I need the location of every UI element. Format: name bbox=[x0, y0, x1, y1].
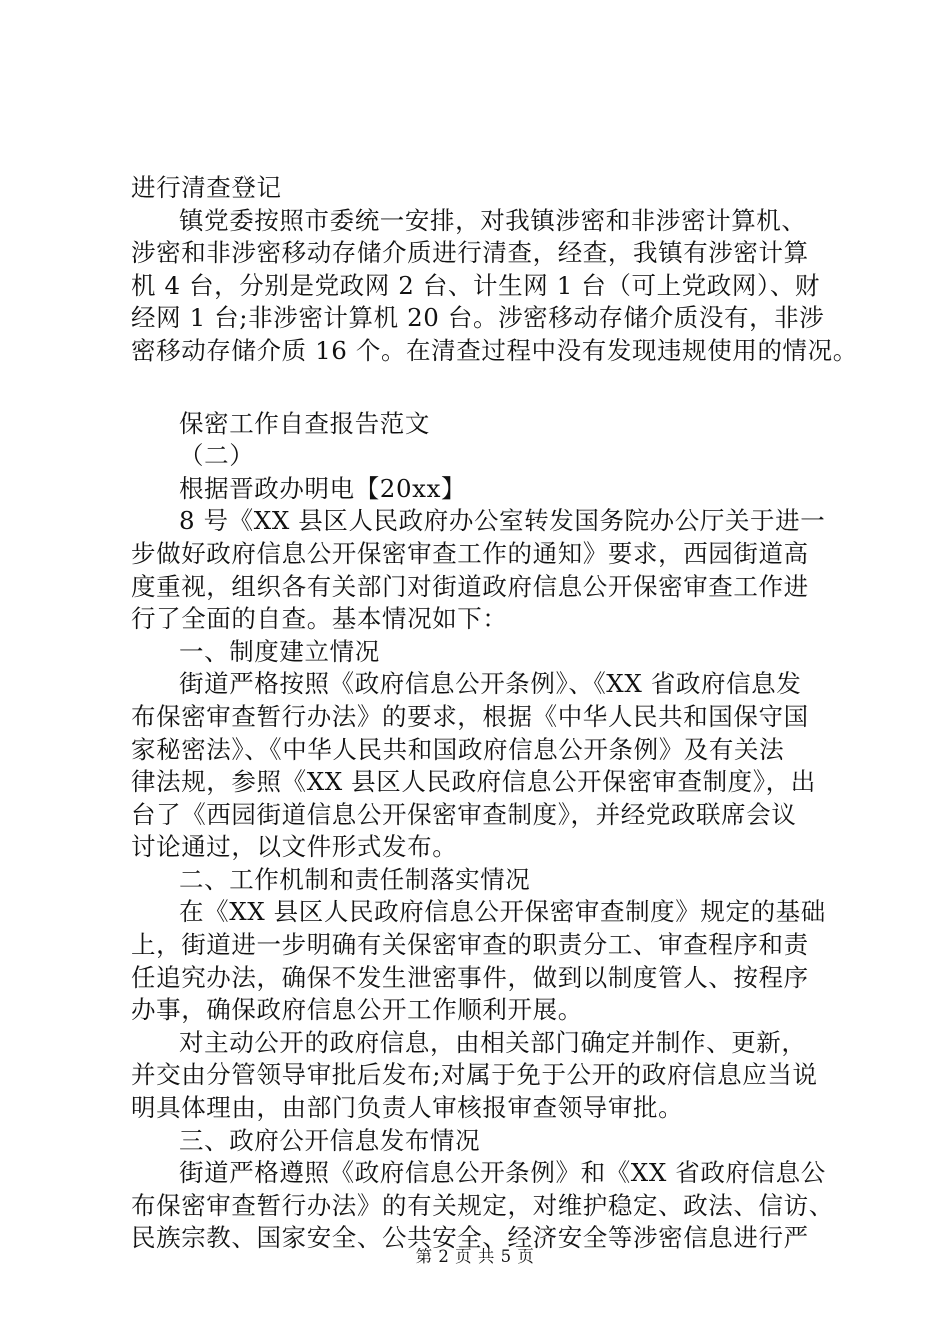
text-line: 镇党委按照市委统一安排，对我镇涉密和非涉密计算机、 bbox=[179, 205, 807, 235]
text-line: 二、工作机制和责任制落实情况 bbox=[179, 864, 531, 894]
text-line: 家秘密法》、《中华人民共和国政府信息公开条例》及有关法 bbox=[131, 734, 785, 764]
text-line: 街道严格遵照《政府信息公开条例》和《XX 省政府信息公 bbox=[179, 1158, 826, 1188]
text-line: 对主动公开的政府信息，由相关部门确定并制作、更新， bbox=[179, 1027, 807, 1057]
text-line: 讨论通过，以文件形式发布。 bbox=[131, 832, 458, 862]
text-line: 办事，确保政府信息公开工作顺利开展。 bbox=[131, 995, 583, 1025]
text-line: 经网 1 台;非涉密计算机 20 台。涉密移动存储介质没有，非涉 bbox=[131, 303, 825, 333]
text-line: 街道严格按照《政府信息公开条例》、《XX 省政府信息发 bbox=[179, 669, 802, 699]
text-line: 民族宗教、国家安全、公共安全、经济安全等涉密信息进行严 bbox=[131, 1223, 809, 1253]
page-number-footer: 第 2 页 共 5 页 bbox=[415, 1247, 535, 1266]
text-line: 布保密审查暂行办法》的要求，根据《中华人民共和国保守国 bbox=[131, 701, 809, 731]
text-line: 布保密审查暂行办法》的有关规定，对维护稳定、政法、信访、 bbox=[131, 1190, 834, 1220]
text-line: 步做好政府信息公开保密审查工作的通知》要求，西园街道高 bbox=[131, 538, 809, 568]
text-line: 涉密和非涉密移动存储介质进行清查，经查，我镇有涉密计算 bbox=[131, 238, 809, 268]
text-line: 保密工作自查报告范文 bbox=[179, 408, 430, 438]
text-line: 律法规，参照《XX 县区人民政府信息公开保密审查制度》，出 bbox=[131, 767, 816, 797]
text-line: 任追究办法，确保不发生泄密事件，做到以制度管人、按程序 bbox=[131, 962, 809, 992]
text-line: 根据晋政办明电【20xx】 bbox=[179, 473, 467, 503]
text-line: 一、制度建立情况 bbox=[179, 636, 380, 666]
text-line: 上，街道进一步明确有关保密审查的职责分工、审查程序和责 bbox=[131, 930, 809, 960]
text-line: 在《XX 县区人民政府信息公开保密审查制度》规定的基础 bbox=[179, 897, 826, 927]
text-line: 并交由分管领导审批后发布;对属于免于公开的政府信息应当说 bbox=[131, 1060, 818, 1090]
document-body bbox=[131, 172, 861, 1255]
paragraph-gap bbox=[131, 368, 861, 408]
text-line: 行了全面的自查。基本情况如下： bbox=[131, 604, 508, 634]
text-line: 机 4 台，分别是党政网 2 台、计生网 1 台（可上党政网）、财 bbox=[131, 270, 821, 300]
text-line: 8 号《XX 县区人民政府办公室转发国务院办公厅关于进一 bbox=[179, 506, 826, 536]
text-line: 进行清查登记 bbox=[131, 173, 282, 202]
text-line: 度重视，组织各有关部门对街道政府信息公开保密审查工作进 bbox=[131, 571, 809, 601]
text-line: 明具体理由，由部门负责人审核报审查领导审批。 bbox=[131, 1093, 684, 1123]
text-line: 三、政府公开信息发布情况 bbox=[179, 1125, 481, 1155]
text-line: 密移动存储介质 16 个。在清查过程中没有发现违规使用的情况。 bbox=[131, 335, 858, 365]
text-line: （二） bbox=[179, 441, 255, 471]
text-line: 台了《西园街道信息公开保密审查制度》，并经党政联席会议 bbox=[131, 799, 797, 829]
